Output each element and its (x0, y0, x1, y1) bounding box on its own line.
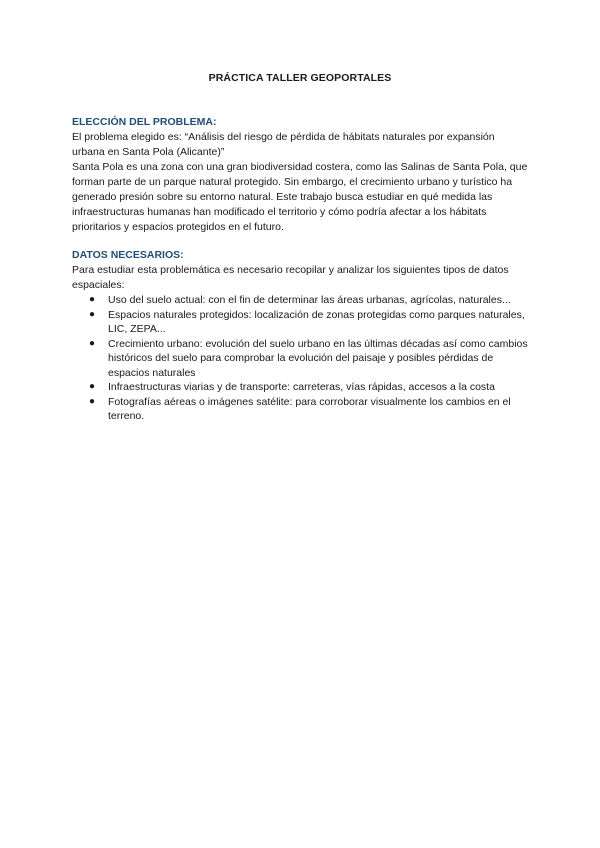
list-item (72, 308, 528, 337)
section-heading: ELECCIÓN DEL PROBLEMA: (72, 116, 217, 128)
section-required-data (72, 248, 528, 424)
problem-statement: El problema elegido es: “Análisis del riesgo de pérdida de hábitats naturales por expansión urbana en Santa Pola (Alicante)” (72, 131, 495, 158)
bullet-icon: ● (89, 381, 96, 392)
list-item-text: Espacios naturales protegidos: localización de zonas protegidas como parques naturales, LIC, ZEPA... (108, 308, 525, 335)
bullet-icon: ● (89, 337, 96, 349)
list-item-text: Infraestructuras viarias y de transporte: carreteras, vías rápidas, accesos a la costa (108, 381, 495, 393)
bullet-icon: ● (89, 395, 96, 407)
bullet-icon: ● (89, 294, 96, 305)
document-title: PRÁCTICA TALLER GEOPORTALES (208, 72, 392, 84)
data-bullet-list (72, 293, 528, 424)
list-item-text: Crecimiento urbano: evolución del suelo urbano en las últimas décadas así como cambios históricos del suelo para comprobar la evolución del paisaje y posibles pérdidas de espacios naturales (108, 337, 528, 379)
list-item-text: Fotografías aéreas o imágenes satélite: para corroborar visualmente los cambios en el terreno. (108, 395, 511, 422)
list-item-text: Uso del suelo actual: con el fin de determinar las áreas urbanas, agrícolas, naturales... (108, 294, 511, 306)
list-item (72, 337, 528, 381)
section-problem-choice (72, 115, 528, 235)
list-item (72, 395, 528, 424)
section-heading: DATOS NECESARIOS: (72, 249, 184, 261)
bullet-icon: ● (89, 308, 96, 320)
problem-description: Santa Pola es una zona con una gran biodiversidad costera, como las Salinas de Santa Pola, que forman parte de un parque natural protegido. Sin embargo, el crecimiento urbano y turístico ha generado presión sobre su entorno natural. Este trabajo busca estudiar en qué medida las infraestructuras humanas han modificado el territorio y cómo podría afectar a los hábitats prioritarios y espacios protegidos en el futuro. (72, 161, 528, 233)
data-intro: Para estudiar esta problemática es necesario recopilar y analizar los siguientes tipos de datos espaciales: (72, 264, 509, 291)
list-item (72, 293, 528, 308)
list-item (72, 380, 528, 395)
